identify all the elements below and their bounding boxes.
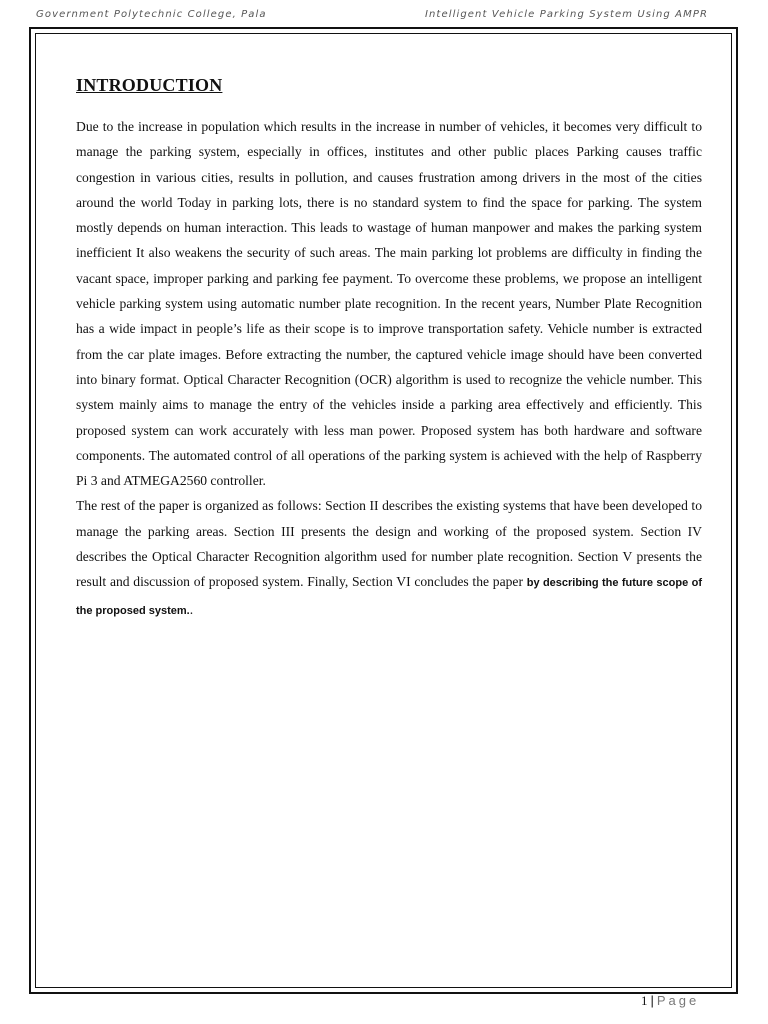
footer-separator: |: [650, 993, 654, 1008]
page-number: 1: [641, 993, 648, 1008]
page-footer: [641, 993, 699, 1009]
organization-text-tail: .: [189, 601, 194, 617]
introduction-paragraph: Due to the increase in population which results in the increase in number of vehicles, it becomes very difficult to manage the parking system, especially in offices, institutes and other public places Parking causes traffic congestion in various cities, results in pollution, and causes frustration among drivers in the most of the cities around the world Today in parking lots, there is no standard system to find the space for parking. The system mostly depends on human interaction. This leads to wastage of human manpower and makes the parking system inefficient It also weakens the security of such areas. The main parking lot problems are difficulty in finding the vacant space, improper parking and parking fee payment. To overcome these problems, we propose an intelligent vehicle parking system using automatic number plate recognition. In the recent years, Number Plate Recognition has a wide impact in people’s life as their scope is to improve transportation safety. Vehicle number is extracted from the car plate images. Before extracting the number, the captured vehicle image should have been converted into binary format. Optical Character Recognition (OCR) algorithm is used to recognize the vehicle number. This system mainly aims to manage the entry of the vehicles inside a parking area effectively and efficiently. This proposed system can work accurately with less man power. Proposed system has both hardware and software components. The automated control of all operations of the parking system is achieved with the help of Raspberry Pi 3 and ATMEGA2560 controller.: [76, 119, 702, 489]
header-college-name: Government Polytechnic College, Pala: [36, 9, 267, 20]
page-content: [76, 75, 702, 624]
page-label: Page: [656, 993, 700, 1008]
organization-paragraph: [76, 493, 702, 623]
organization-text-ending: by describing the future scope of the proposed system.: [76, 577, 702, 617]
organization-text: The rest of the paper is organized as follows: Section II describes the existing systems that have been developed to manage the parking areas. Section III presents the design and working of the proposed system. Section IV describes the Optical Character Recognition algorithm used for number plate recognition. Section V presents the result and discussion of proposed system. Finally, Section VI concludes the paper: [76, 498, 702, 590]
header-project-title: Intelligent Vehicle Parking System Using AMPR: [424, 9, 708, 20]
running-header: [0, 6, 768, 26]
section-heading: INTRODUCTION: [76, 75, 223, 95]
